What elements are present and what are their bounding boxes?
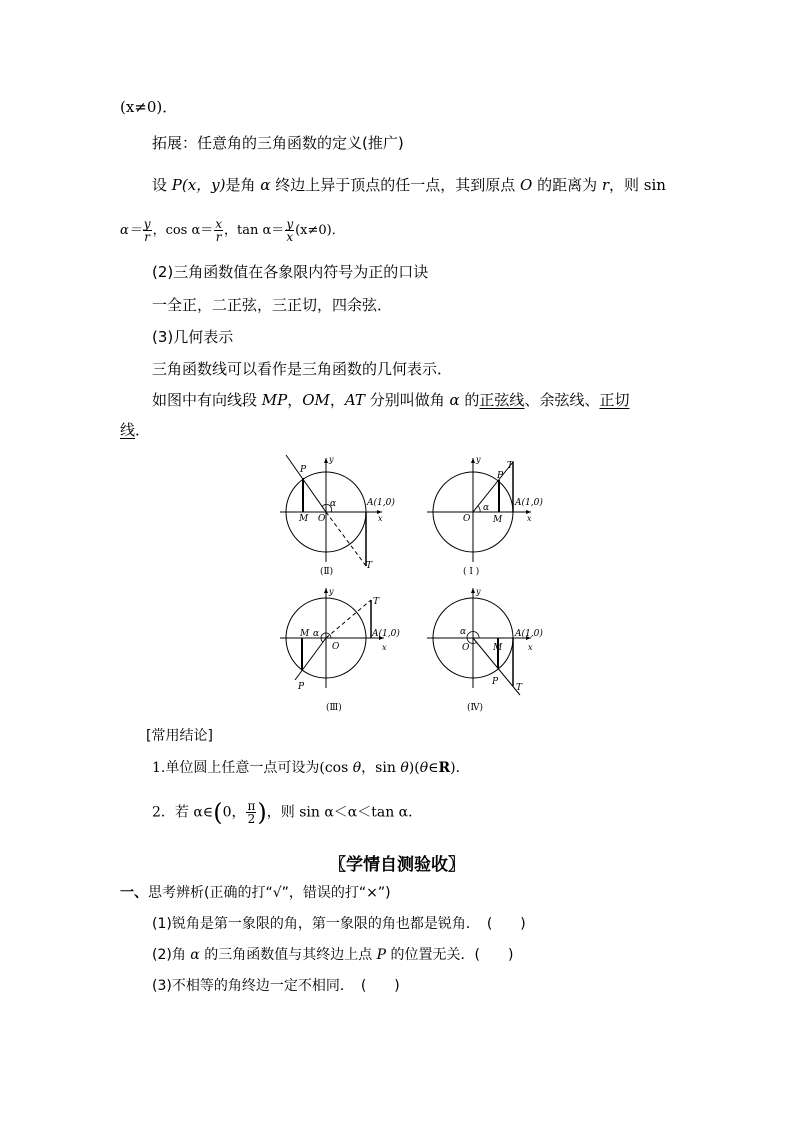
label-x: x xyxy=(528,643,533,652)
conclusion-heading-text: [常用结论] xyxy=(146,728,213,744)
c1-text-3: )( xyxy=(408,760,420,776)
question-2 xyxy=(152,945,513,965)
label-y: y xyxy=(476,588,481,596)
terminal-side xyxy=(286,455,326,512)
label-t: T xyxy=(507,461,514,471)
c1-text-1: 1.单位圆上任意一点可设为(cos xyxy=(152,760,353,776)
label-x: x xyxy=(527,514,532,523)
text-line-10 xyxy=(120,420,150,440)
q2-text-1: (2)角 xyxy=(152,947,191,963)
label-alpha: α xyxy=(483,503,490,513)
line9-sep-1: ， xyxy=(287,391,303,409)
fraction-x-over-r xyxy=(214,218,223,243)
caption: (Ⅳ) xyxy=(467,703,484,713)
label-x: x xyxy=(382,643,387,652)
q2-text-3: 的位置无关．( ) xyxy=(386,947,514,963)
condition-text: (x≠0)． xyxy=(120,98,178,116)
c2-right-paren: ) xyxy=(257,798,267,827)
c1-text-2: ，sin xyxy=(361,760,401,776)
label-p: P xyxy=(300,465,307,475)
label-o: O xyxy=(462,643,470,653)
formula-tan: ，tan α＝ xyxy=(224,223,285,238)
label-o: O xyxy=(318,514,326,524)
line9-sep-2: ， xyxy=(329,391,345,409)
y-axis-arrow xyxy=(471,588,475,593)
diagram-quadrant-1 xyxy=(415,450,545,589)
diagram-quadrant-3 xyxy=(270,588,400,722)
def-text-3: 终边上异于顶点的任一点，其到原点 xyxy=(270,176,520,194)
def-point-p: P(x，y) xyxy=(171,176,226,194)
text-line-7 xyxy=(152,327,233,347)
segment-om: OM xyxy=(302,391,330,409)
text-line-5 xyxy=(152,262,428,282)
diagram-quadrant-4 xyxy=(415,588,545,722)
c1-theta-2: θ xyxy=(400,760,409,776)
label-t: T xyxy=(366,561,373,571)
question-heading-text: 思考辨析(正确的打“√”，错误的打“×”) xyxy=(148,885,391,901)
c1-theta-3: θ xyxy=(419,760,429,776)
c2-zero: 0， xyxy=(222,804,246,821)
label-p: P xyxy=(492,677,499,687)
c2-left-paren: ( xyxy=(213,798,223,827)
c1-text-4: )． xyxy=(450,760,470,776)
c2-text-2: ，则 sin α＜α＜tan α． xyxy=(266,804,423,821)
fraction-pi-over-2 xyxy=(246,800,256,825)
label-y: y xyxy=(329,455,334,464)
formula-alpha: α＝ xyxy=(120,223,142,238)
label-o: O xyxy=(332,642,340,652)
conclusion-1 xyxy=(152,758,470,778)
label-x: x xyxy=(378,514,383,523)
frac-num: π xyxy=(247,799,256,813)
label-y: y xyxy=(329,588,334,596)
section-title: 〖学情自测验收〗 xyxy=(329,855,465,875)
formula-tail: (x≠0)． xyxy=(295,223,345,238)
sine-line-term: 正弦线 xyxy=(479,391,525,409)
text-line-9 xyxy=(152,390,629,410)
text-line-1 xyxy=(120,97,177,117)
c1-theta-1: θ xyxy=(352,760,362,776)
line9-alpha: α xyxy=(449,391,460,409)
formula-line xyxy=(120,218,345,243)
q2-text-2: 的三角函数值与其终边上点 xyxy=(199,947,377,963)
y-axis-arrow xyxy=(324,458,328,463)
label-m: M xyxy=(300,629,310,639)
mnemonic-text: 一全正，二正弦，三正切，四余弦． xyxy=(152,296,393,314)
terminal-side xyxy=(295,638,326,680)
frac-den: x xyxy=(286,230,294,244)
caption: (Ⅲ) xyxy=(326,703,342,713)
label-a: A(1,0) xyxy=(372,629,400,639)
extension-heading xyxy=(152,133,404,153)
c1-reals: R xyxy=(438,760,451,776)
label-m: M xyxy=(493,643,503,653)
definition-line xyxy=(152,175,666,195)
def-origin: O xyxy=(519,176,533,194)
label-y: y xyxy=(476,455,481,464)
def-text-1: 设 xyxy=(152,176,172,194)
segment-at: AT xyxy=(344,391,365,409)
fraction-y-over-x xyxy=(285,218,294,243)
geometry-heading: (3)几何表示 xyxy=(152,328,234,346)
c1-element-of: ∈ xyxy=(428,760,439,776)
line9-text-1: 如图中有向线段 xyxy=(152,391,262,409)
formula-cos: ，cos α＝ xyxy=(152,223,214,238)
geometry-text: 三角函数线可以看作是三角函数的几何表示． xyxy=(152,360,453,378)
label-a: A(1,0) xyxy=(515,629,543,639)
frac-num: y xyxy=(286,217,294,231)
line9-text-4: 、余弦线、 xyxy=(524,391,600,409)
def-text-2: 是角 xyxy=(225,176,261,194)
diagram-3-svg xyxy=(270,588,400,718)
q2-point-p: P xyxy=(376,947,387,963)
caption: ( I ) xyxy=(463,567,480,577)
angle-arc xyxy=(478,506,480,512)
frac-den: 2 xyxy=(247,812,256,826)
question-1-text: (1)锐角是第一象限的角，第一象限的角也都是锐角． ( ) xyxy=(152,916,526,932)
fraction-y-over-r xyxy=(143,218,152,243)
c2-text-1: 2．若 α∈ xyxy=(152,804,214,821)
label-alpha: α xyxy=(313,629,320,639)
label-m: M xyxy=(493,515,503,525)
def-text-5: ，则 sin xyxy=(609,176,666,194)
conclusion-2 xyxy=(152,800,422,825)
label-o: O xyxy=(463,514,471,524)
y-axis-arrow xyxy=(471,458,475,463)
q2-alpha: α xyxy=(190,947,200,963)
label-alpha: α xyxy=(330,499,337,509)
line10-period: ． xyxy=(135,421,151,439)
frac-num: y xyxy=(143,217,151,231)
def-alpha: α xyxy=(260,176,271,194)
segment-mp: MP xyxy=(261,391,288,409)
frac-den: r xyxy=(144,230,151,244)
question-1 xyxy=(152,914,526,934)
diagram-2-svg xyxy=(270,450,400,585)
question-heading-number: 一、 xyxy=(120,885,148,901)
diagram-4-svg xyxy=(415,588,545,718)
label-p: P xyxy=(497,471,504,481)
tangent-line-term-b: 线 xyxy=(120,421,136,439)
label-a: A(1,0) xyxy=(515,498,543,508)
tangent-line-term-a: 正切 xyxy=(599,391,630,409)
label-m: M xyxy=(299,514,309,524)
conclusion-heading xyxy=(146,726,213,746)
line9-text-3: 的 xyxy=(459,391,480,409)
label-alpha: α xyxy=(460,627,467,637)
label-a: A(1,0) xyxy=(367,498,395,508)
extension-heading-text: 拓展：任意角的三角函数的定义(推广) xyxy=(152,134,404,152)
question-heading xyxy=(120,883,391,903)
label-t: T xyxy=(373,597,380,607)
frac-num: x xyxy=(215,217,223,231)
def-r: r xyxy=(601,176,610,194)
extension-line xyxy=(326,512,366,566)
label-t: T xyxy=(516,683,523,693)
caption: (Ⅱ) xyxy=(320,567,334,577)
text-line-8 xyxy=(152,359,452,379)
line9-text-2: 分别叫做角 xyxy=(364,391,450,409)
question-3 xyxy=(152,976,400,996)
frac-den: r xyxy=(215,230,222,244)
y-axis-arrow xyxy=(324,588,328,593)
label-p: P xyxy=(298,682,305,692)
def-text-4: 的距离为 xyxy=(532,176,602,194)
diagram-1-svg xyxy=(415,450,545,585)
diagram-quadrant-2 xyxy=(270,450,400,589)
mnemonic-heading: (2)三角函数值在各象限内符号为正的口诀 xyxy=(152,263,429,281)
extension-line xyxy=(326,600,371,638)
question-3-text: (3)不相等的角终边一定不相同． ( ) xyxy=(152,978,400,994)
text-line-6 xyxy=(152,295,392,315)
